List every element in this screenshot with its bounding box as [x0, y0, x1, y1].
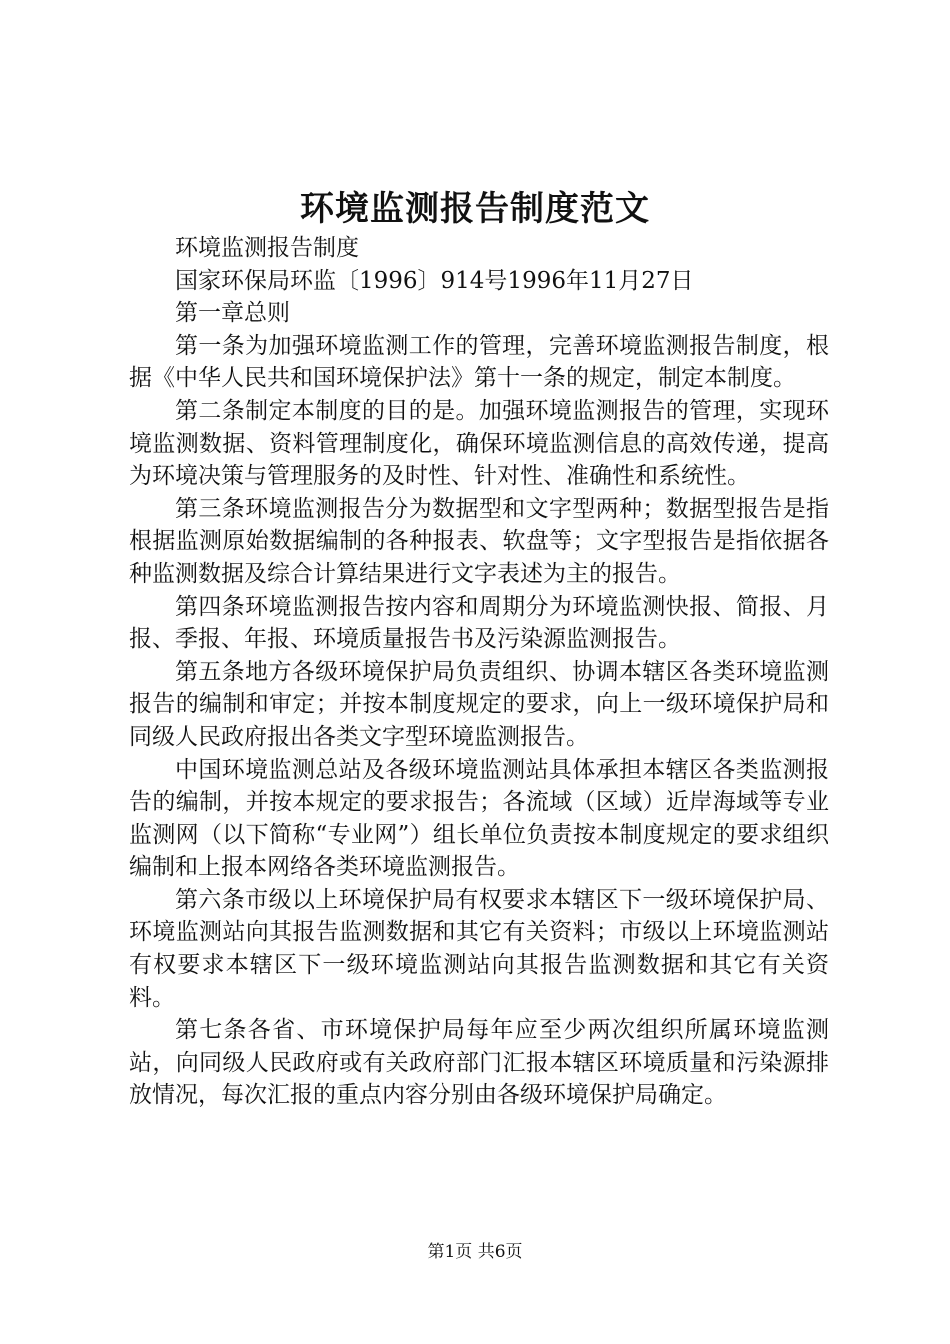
paragraph-article-6: 第六条市级以上环境保护局有权要求本辖区下一级环境保护局、环境监测站向其报告监测数据和其它有关资料；市级以上环境监测站有权要求本辖区下一级环境监测站向其报告监测数据和其它有关资料。	[129, 886, 829, 1011]
paragraph-issuer: 国家环保局环监〔1996〕914号1996年11月27日	[175, 267, 694, 294]
paragraph-article-5-continued: 中国环境监测总站及各级环境监测站具体承担本辖区各类监测报告的编制，并按本规定的要求报告；各流域（区域）近岸海域等专业监测网（以下简称“专业网”）组长单位负责按本制度规定的要求组织编制和上报本网络各类环境监测报告。	[129, 756, 829, 881]
paragraph-article-5: 第五条地方各级环境保护局负责组织、协调本辖区各类环境监测报告的编制和审定；并按本制度规定的要求，向上一级环境保护局和同级人民政府报出各类文字型环境监测报告。	[129, 658, 829, 750]
document-body	[129, 232, 829, 1112]
page-number-footer: 第1页 共6页	[427, 1242, 523, 1262]
document-title: 环境监测报告制度范文	[300, 189, 650, 229]
paragraph-article-2: 第二条制定本制度的目的是。加强环境监测报告的管理，实现环境监测数据、资料管理制度化，确保环境监测信息的高效传递，提高为环境决策与管理服务的及时性、针对性、准确性和系统性。	[129, 397, 829, 490]
paragraph-article-1: 第一条为加强环境监测工作的管理，完善环境监测报告制度，根据《中华人民共和国环境保护法》第十一条的规定，制定本制度。	[129, 332, 829, 392]
paragraph-chapter-heading: 第一章总则	[175, 300, 290, 327]
paragraph-article-4: 第四条环境监测报告按内容和周期分为环境监测快报、简报、月报、季报、年报、环境质量报告书及污染源监测报告。	[129, 593, 829, 653]
paragraph-article-7: 第七条各省、市环境保护局每年应至少两次组织所属环境监测站，向同级人民政府或有关政府部门汇报本辖区环境质量和污染源排放情况，每次汇报的重点内容分别由各级环境保护局确定。	[129, 1017, 829, 1109]
paragraph-article-3: 第三条环境监测报告分为数据型和文字型两种；数据型报告是指根据监测原始数据编制的各种报表、软盘等；文字型报告是指依据各种监测数据及综合计算结果进行文字表述为主的报告。	[129, 495, 829, 587]
paragraph-subtitle: 环境监测报告制度	[175, 235, 359, 261]
